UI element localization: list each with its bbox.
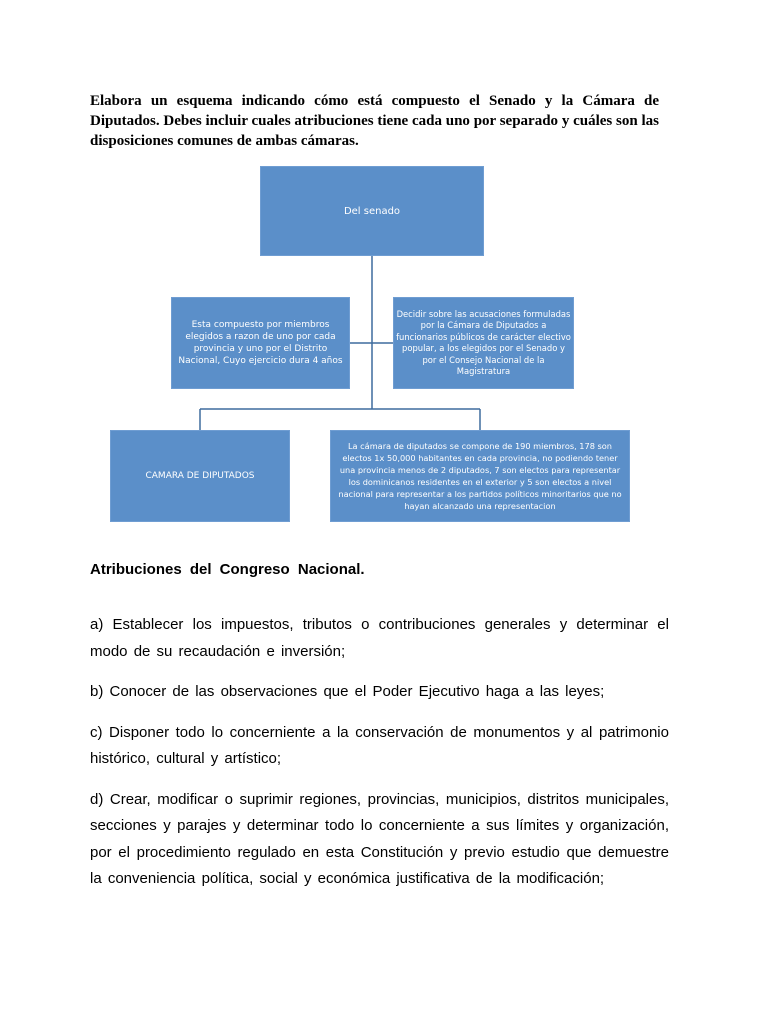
- senado-composicion-box: [171, 297, 350, 389]
- senado-composicion-text: Esta compuesto por miembros elegidos a razon de uno por cada provincia y uno por el Distrito Nacional, Cuyo ejercicio dura 4 años: [178, 320, 343, 366]
- list-item: c) Disponer todo lo concerniente a la conservación de monumentos y al patrimonio histórico, cultural y artístico;: [90, 723, 669, 767]
- senado-atribucion-box: [393, 297, 574, 389]
- senado-label: Del senado: [343, 205, 401, 217]
- attributions-list: [90, 612, 669, 907]
- list-item: a) Establecer los impuestos, tributos o contribuciones generales y determinar el modo de su recaudación e inversión;: [90, 616, 669, 660]
- instructions-paragraph: Elabora un esquema indicando cómo está compuesto el Senado y la Cámara de Diputados. Debes incluir cuales atribuciones tiene cada uno por separado y cuáles son las disposiciones comunes de ambas cámaras.: [90, 93, 659, 149]
- camara-box: [110, 430, 290, 522]
- senado-box: [260, 166, 484, 256]
- list-item: d) Crear, modificar o suprimir regiones, provincias, municipios, distritos municipales, secciones y parajes y determinar todo lo concerniente a sus límites y organización, por el procedimiento regulado en esta Constitución y previo estudio que demuestre la conveniencia política, social y económica justificativa de la modificación;: [90, 790, 669, 887]
- camara-composicion-box: [330, 430, 630, 522]
- section-title: Atribuciones del Congreso Nacional.: [90, 561, 365, 578]
- list-item: b) Conocer de las observaciones que el Poder Ejecutivo haga a las leyes;: [90, 683, 605, 700]
- senado-atribucion-text: Decidir sobre las acusaciones formuladas por la Cámara de Diputados a funcionarios públicos de carácter electivo popular, a los elegidos por el Senado y por el Consejo Nacional de la Magistratura: [396, 308, 571, 376]
- camara-label: CAMARA DE DIPUTADOS: [145, 471, 255, 481]
- camara-composicion-text: La cámara de diputados se compone de 190 miembros, 178 son electos 1x 50,000 habitantes en cada provincia, no podiendo tener una provincia menos de 2 diputados, 7 son electos para representar los dominicanos residentes en el exterior y 5 son electos a nivel nacional para representar a los partidos políticos minoritarios que no hayan alcanzado una representacion: [338, 441, 622, 511]
